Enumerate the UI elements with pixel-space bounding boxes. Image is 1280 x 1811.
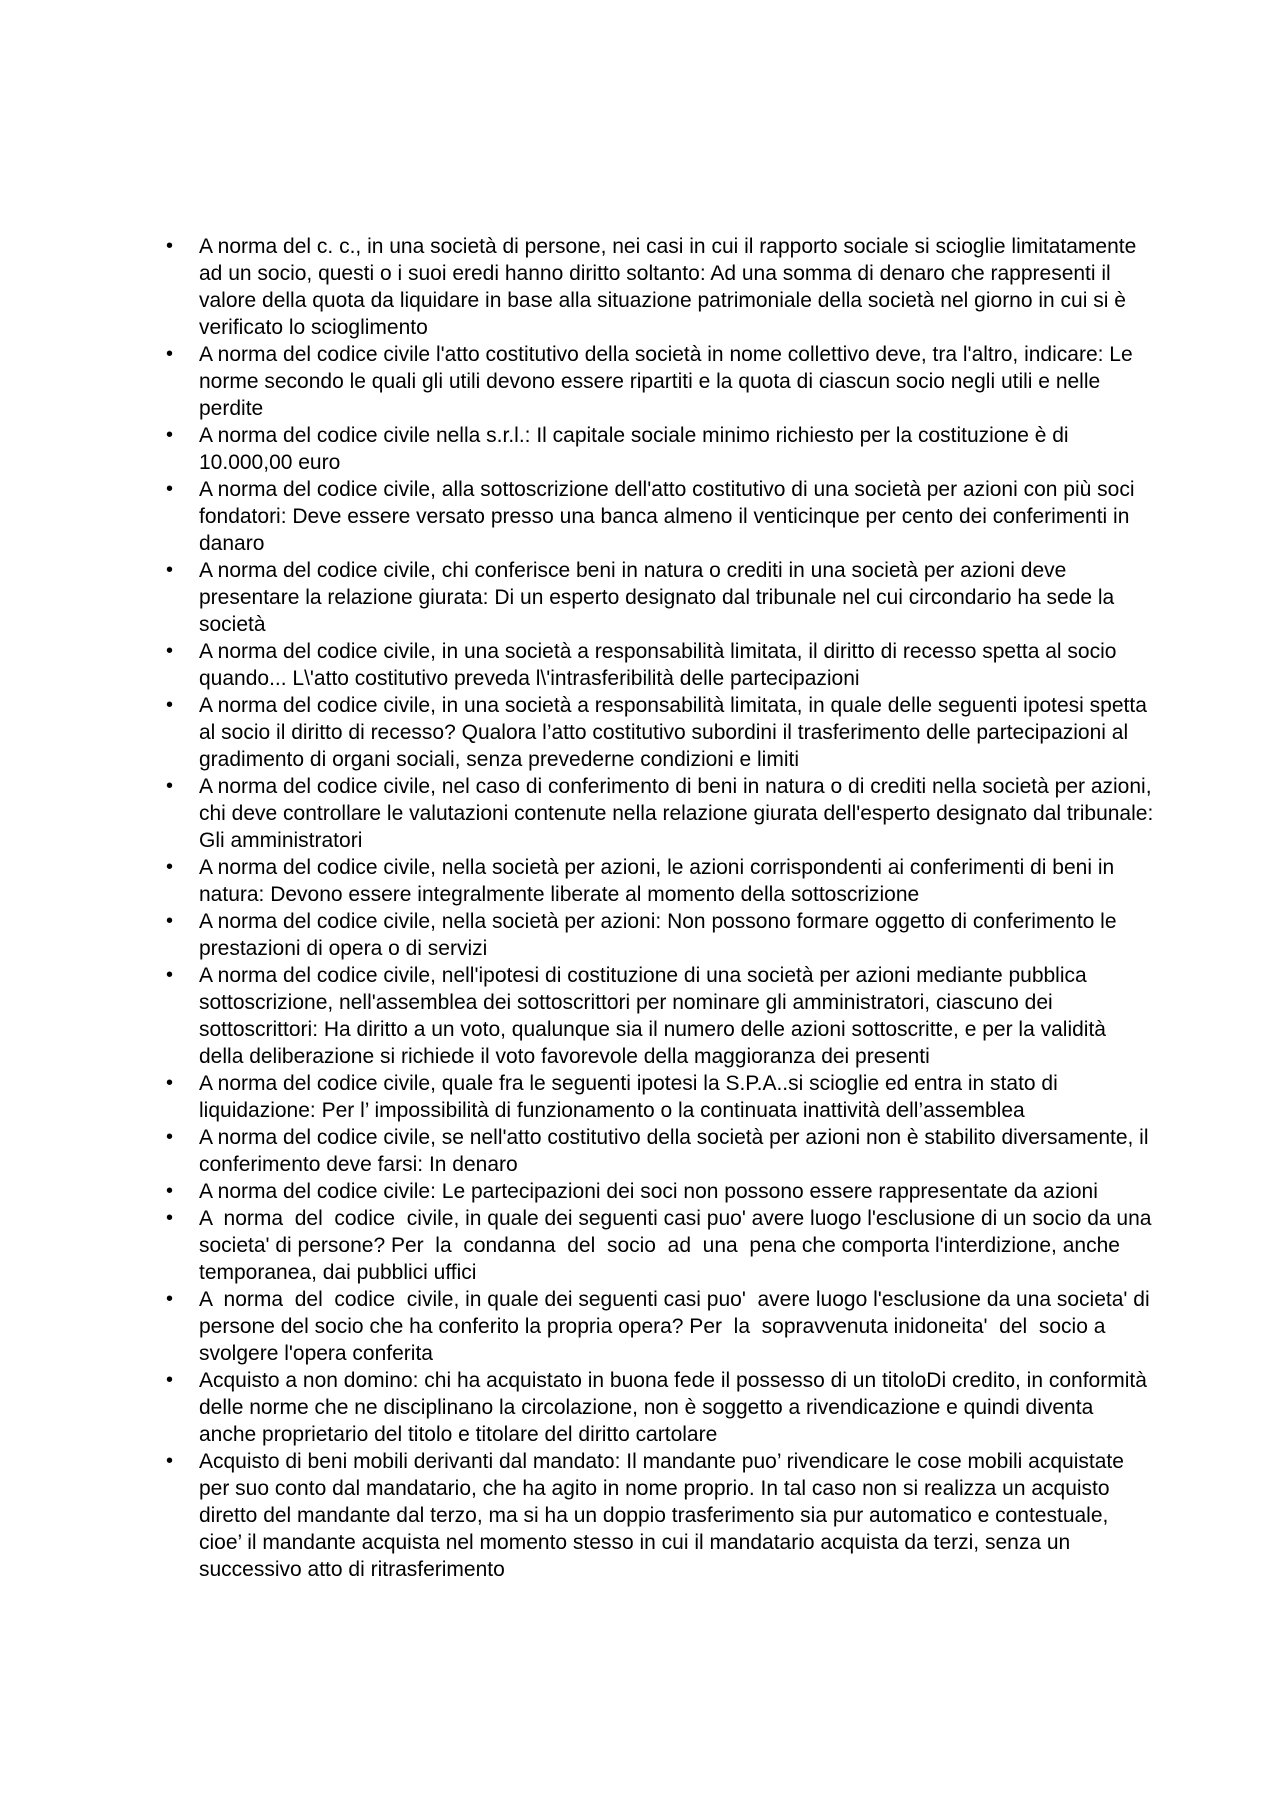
- list-item-text: A norma del codice civile: Le partecipazioni dei soci non possono essere rappresentate da azioni: [199, 1180, 1098, 1203]
- bullet-icon: •: [166, 343, 174, 365]
- bullet-icon: •: [166, 1207, 174, 1229]
- bullet-icon: •: [166, 235, 174, 257]
- bullet-icon: •: [166, 910, 174, 932]
- bullet-icon: •: [166, 964, 174, 986]
- list-item-text: A norma del codice civile, nel caso di conferimento di beni in natura o di crediti nella società per azioni, chi deve controllare le valutazioni contenute nella relazione giurata dell'esperto designato dal tribunale: Gli amministratori: [199, 775, 1160, 852]
- list-item-text: A norma del codice civile, in una società a responsabilità limitata, il diritto di recesso spetta al socio quando... L\'atto costitutivo preveda l\'intrasferibilità delle partecipazioni: [199, 640, 1123, 690]
- bullet-icon: •: [166, 559, 174, 581]
- list-item: [166, 1070, 1156, 1124]
- list-item-text: A norma del codice civile, se nell'atto costitutivo della società per azioni non è stabilito diversamente, il conferimento deve farsi: In denaro: [199, 1126, 1155, 1176]
- list-item: [166, 908, 1156, 962]
- list-item: [166, 476, 1156, 557]
- bullet-icon: •: [166, 1180, 174, 1202]
- list-item-text: A norma del codice civile, alla sottoscrizione dell'atto costitutivo di una società per azioni con più soci fondatori: Deve essere versato presso una banca almeno il venticinque per cento dei conferimenti in danaro: [199, 478, 1141, 555]
- list-item: [166, 692, 1156, 773]
- bullet-icon: •: [166, 1072, 174, 1094]
- list-item: [166, 1124, 1156, 1178]
- list-item: [166, 1448, 1156, 1583]
- bullet-icon: •: [166, 424, 174, 446]
- bullet-list: [166, 233, 1160, 1583]
- list-item: [166, 422, 1156, 476]
- list-item-text: A norma del codice civile, in quale dei seguenti casi puo' avere luogo l'esclusione da una societa' di persone del socio che ha conferito la propria opera? Per la sopravvenuta inidoneita' del socio a svolgere l'opera conferita: [199, 1288, 1156, 1365]
- list-item: [166, 1367, 1156, 1448]
- list-item-text: A norma del codice civile, nell'ipotesi di costituzione di una società per azioni mediante pubblica sottoscrizione, nell'assemblea dei sottoscrittori per nominare gli amministratori, ciascuno dei sottoscrittori: Ha diritto a un voto, qualunque sia il numero delle azioni sottoscritte, e per la validità della deliberazione si richiede il voto favorevole della maggioranza dei presenti: [199, 964, 1112, 1068]
- list-item-text: A norma del codice civile, nella società per azioni: Non possono formare oggetto di conferimento le prestazioni di opera o di servizi: [199, 910, 1123, 960]
- list-item: [166, 773, 1160, 854]
- bullet-icon: •: [166, 694, 174, 716]
- list-item-text: A norma del codice civile, in una società a responsabilità limitata, in quale delle seguenti ipotesi spetta al socio il diritto di recesso? Qualora l’atto costitutivo subordini il trasferimento delle partecipazioni al gradimento di organi sociali, senza prevederne condizioni e limiti: [199, 694, 1153, 771]
- list-item: [166, 854, 1156, 908]
- list-item-text: Acquisto di beni mobili derivanti dal mandato: Il mandante puo’ rivendicare le cose mobili acquistate per suo conto dal mandatario, che ha agito in nome proprio. In tal caso non si realizza un acquisto diretto del mandante dal terzo, ma si ha un doppio trasferimento sia pur automatico e contestuale, cioe’ il mandante acquista nel momento stesso in cui il mandatario acquista da terzi, senza un successivo atto di ritrasferimento: [199, 1450, 1130, 1581]
- list-item: [166, 1286, 1156, 1367]
- bullet-icon: •: [166, 1288, 174, 1310]
- bullet-icon: •: [166, 640, 174, 662]
- list-item: [166, 557, 1156, 638]
- list-item: [166, 962, 1156, 1070]
- list-item-text: A norma del codice civile nella s.r.l.: Il capitale sociale minimo richiesto per la costituzione è di 10.000,00 euro: [199, 424, 1075, 474]
- list-item: [166, 341, 1156, 422]
- list-item-text: A norma del codice civile, nella società per azioni, le azioni corrispondenti ai conferimenti di beni in natura: Devono essere integralmente liberate al momento della sottoscrizione: [199, 856, 1121, 906]
- list-item: [166, 638, 1156, 692]
- list-item: [166, 1205, 1156, 1286]
- list-item-text: A norma del c. c., in una società di persone, nei casi in cui il rapporto sociale si scioglie limitatamente ad un socio, questi o i suoi eredi hanno diritto soltanto: Ad una somma di denaro che rappresenti il valore della quota da liquidare in base alla situazione patrimoniale della società nel giorno in cui si è verificato lo scioglimento: [199, 235, 1143, 339]
- bullet-icon: •: [166, 775, 174, 797]
- list-item-text: A norma del codice civile, in quale dei seguenti casi puo' avere luogo l'esclusione di un socio da una societa' di persone? Per la condanna del socio ad una pena che comporta l'interdizione, anche temporanea, dai pubblici uffici: [199, 1207, 1158, 1284]
- list-item-text: A norma del codice civile, chi conferisce beni in natura o crediti in una società per azioni deve presentare la relazione giurata: Di un esperto designato dal tribunale nel cui circondario ha sede la società: [199, 559, 1121, 636]
- list-item: [166, 233, 1156, 341]
- list-item-text: Acquisto a non domino: chi ha acquistato in buona fede il possesso di un titoloDi credito, in conformità delle norme che ne disciplinano la circolazione, non è soggetto a rivendicazione e quindi diventa anche proprietario del titolo e titolare del diritto cartolare: [199, 1369, 1153, 1446]
- list-item: [166, 1178, 1156, 1205]
- bullet-icon: •: [166, 478, 174, 500]
- list-item-text: A norma del codice civile, quale fra le seguenti ipotesi la S.P.A..si scioglie ed entra in stato di liquidazione: Per l’ impossibilità di funzionamento o la continuata inattività dell’assemblea: [199, 1072, 1064, 1122]
- bullet-icon: •: [166, 1369, 174, 1391]
- bullet-icon: •: [166, 856, 174, 878]
- bullet-icon: •: [166, 1126, 174, 1148]
- list-item-text: A norma del codice civile l'atto costitutivo della società in nome collettivo deve, tra l'altro, indicare: Le norme secondo le quali gli utili devono essere ripartiti e la quota di ciascun socio negli utili e nelle perdite: [199, 343, 1139, 420]
- bullet-icon: •: [166, 1450, 174, 1472]
